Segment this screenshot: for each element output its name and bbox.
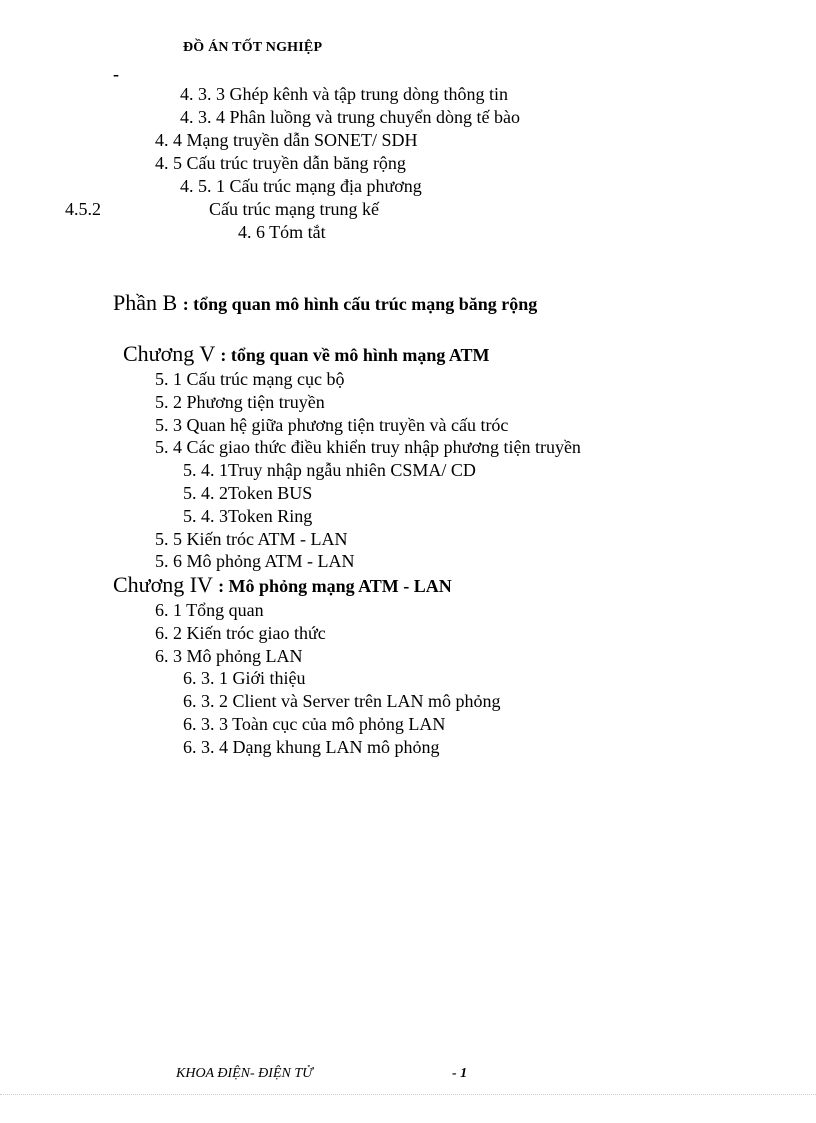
page-header-title: ĐỒ ÁN TỐT NGHIỆP bbox=[183, 40, 323, 55]
toc-line: 4. 3. 3 Ghép kênh và tập trung dòng thông tin bbox=[180, 84, 508, 104]
toc-line: 5. 4. 2Token BUS bbox=[183, 483, 313, 503]
toc-line: 4. 6 Tóm tắt bbox=[238, 222, 326, 242]
toc-line: 6. 3. 4 Dạng khung LAN mô phỏng bbox=[183, 737, 440, 757]
toc-line: 6. 3. 2 Client và Server trên LAN mô phỏng bbox=[183, 691, 501, 711]
chapter-iv-title: : Mô phỏng mạng ATM - LAN bbox=[218, 576, 452, 596]
bullet-dash: - bbox=[113, 64, 119, 84]
chapter-v-heading bbox=[123, 341, 490, 367]
toc-line: 4. 3. 4 Phân luồng và trung chuyển dòng tế bào bbox=[180, 107, 520, 127]
page-number: - 1 bbox=[452, 1066, 468, 1081]
toc-line: 5. 6 Mô phỏng ATM - LAN bbox=[155, 551, 355, 571]
chapter-iv-lead: Chương IV bbox=[113, 572, 213, 597]
page-bottom-rule bbox=[0, 1094, 816, 1095]
toc-line: 6. 3. 1 Giới thiệu bbox=[183, 668, 306, 688]
chapter-v-title: : tổng quan về mô hình mạng ATM bbox=[220, 345, 490, 365]
footer-department: KHOA ĐIỆN- ĐIỆN TỬ bbox=[176, 1066, 313, 1081]
toc-line: 5. 5 Kiến tróc ATM - LAN bbox=[155, 529, 348, 549]
section-title: Cấu trúc mạng trung kế bbox=[209, 199, 379, 219]
toc-line: 5. 4. 1Truy nhập ngẫu nhiên CSMA/ CD bbox=[183, 460, 476, 480]
part-b-lead: Phần B bbox=[113, 290, 178, 315]
part-b-title: : tổng quan mô hình cấu trúc mạng băng rộng bbox=[182, 294, 538, 314]
chapter-v-lead: Chương V bbox=[123, 341, 215, 366]
toc-line: 6. 3. 3 Toàn cục của mô phỏng LAN bbox=[183, 714, 446, 734]
toc-line: 4. 5. 1 Cấu trúc mạng địa phương bbox=[180, 176, 422, 196]
toc-line: 6. 2 Kiến tróc giao thức bbox=[155, 623, 326, 643]
toc-line: 6. 1 Tổng quan bbox=[155, 600, 264, 620]
toc-line: 4. 5 Cấu trúc truyền dẫn băng rộng bbox=[155, 153, 406, 173]
toc-line: 4. 4 Mạng truyền dẫn SONET/ SDH bbox=[155, 130, 418, 150]
section-number: 4.5.2 bbox=[65, 199, 101, 219]
toc-line: 5. 4 Các giao thức điều khiển truy nhập phương tiện truyền bbox=[155, 437, 581, 457]
toc-line: 5. 2 Phương tiện truyền bbox=[155, 392, 325, 412]
chapter-iv-heading bbox=[113, 572, 452, 598]
toc-line: 5. 4. 3Token Ring bbox=[183, 506, 313, 526]
part-b-heading bbox=[113, 290, 537, 316]
toc-line: 6. 3 Mô phỏng LAN bbox=[155, 646, 303, 666]
toc-line: 5. 3 Quan hệ giữa phương tiện truyền và cấu tróc bbox=[155, 415, 509, 435]
toc-line: 5. 1 Cấu trúc mạng cục bộ bbox=[155, 369, 345, 389]
